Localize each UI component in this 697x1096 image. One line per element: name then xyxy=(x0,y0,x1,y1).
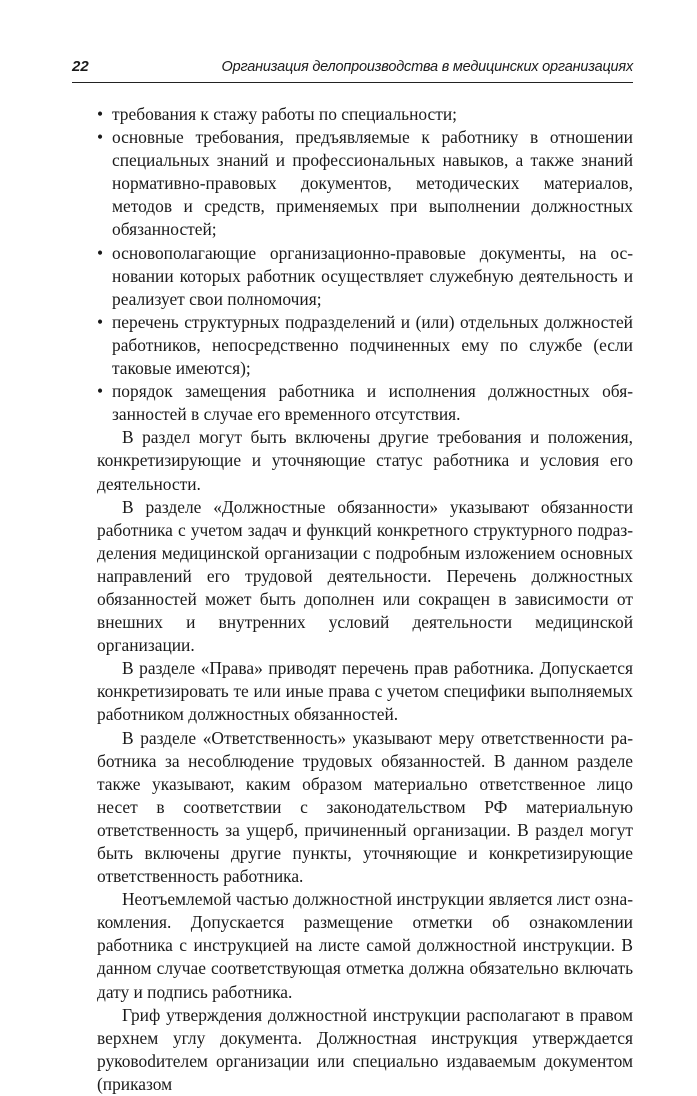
requirements-list xyxy=(97,103,633,426)
page-number: 22 xyxy=(72,58,89,75)
list-item: • основополагающие организационно-правовые документы, на основании которых работник осуществляет служебную деятельность и реализует свои полномочия; xyxy=(97,242,633,311)
paragraph: В разделе «Права» приводят перечень прав работника. Допускается конкретизировать те или иные права с учетом специфики выполняемых работником должностных обязанностей. xyxy=(97,658,633,725)
paragraph: В раздел могут быть включены другие требования и положения, конкретизирующие и уточняющие статус работника и условия его деятельности. xyxy=(97,427,633,494)
list-item: • перечень структурных подразделений и (или) отдельных должностей работников, непосредственно подчиненных ему по службе (если таковые имеются); xyxy=(97,311,633,380)
list-item: • требования к стажу работы по специальности; xyxy=(97,103,633,126)
paragraph: Неотъемлемой частью должностной инструкции является лист ознакомления. Допускается размещение отметки об ознакомлении работника с инструкцией на листе самой должностной инструкции. В данном случае соответствующая отметка должна обязательно включать дату и подпись работника. xyxy=(97,889,633,1002)
page-header xyxy=(72,52,633,83)
page-body xyxy=(97,103,633,1096)
running-title: Организация делопроизводства в медицинских организациях xyxy=(221,59,633,75)
list-item: • основные требования, предъявляемые к работнику в отношении специальных знаний и профессиональных навыков, а также знаний нормативно-правовых документов, методических материалов, методов и средств, применяемых при выполнении должностных обязанностей; xyxy=(97,126,633,241)
paragraph: В разделе «Ответственность» указывают меру ответственности работника за несоблюдение трудовых обязанностей. В данном разделе также указывают, каким образом материально ответственное лицо несет в соответствии с законодательством РФ материальную ответственность за ущерб, причиненный организации. В раздел могут быть включены другие пункты, уточняющие и конкретизирующие ответственность работника. xyxy=(97,727,633,887)
list-item: • порядок замещения работника и исполнения должностных обязанностей в случае его временного отсутствия. xyxy=(97,380,633,426)
paragraph: Гриф утверждения должностной инструкции располагают в правом верхнем углу документа. Должностная инструкция утверждается руковоdителем организации или специально издаваемым документом (приказом xyxy=(97,1004,633,1094)
paragraph: В разделе «Должностные обязанности» указывают обязанности работника с учетом задач и функций конкретного структурного подразделения медицинской организации с подробным изложением основных направлений его трудовой деятельности. Перечень должностных обязанностей может быть дополнен или сокращен в зависимости от внешних и внутренних условий деятельности медицинской организации. xyxy=(97,496,633,656)
